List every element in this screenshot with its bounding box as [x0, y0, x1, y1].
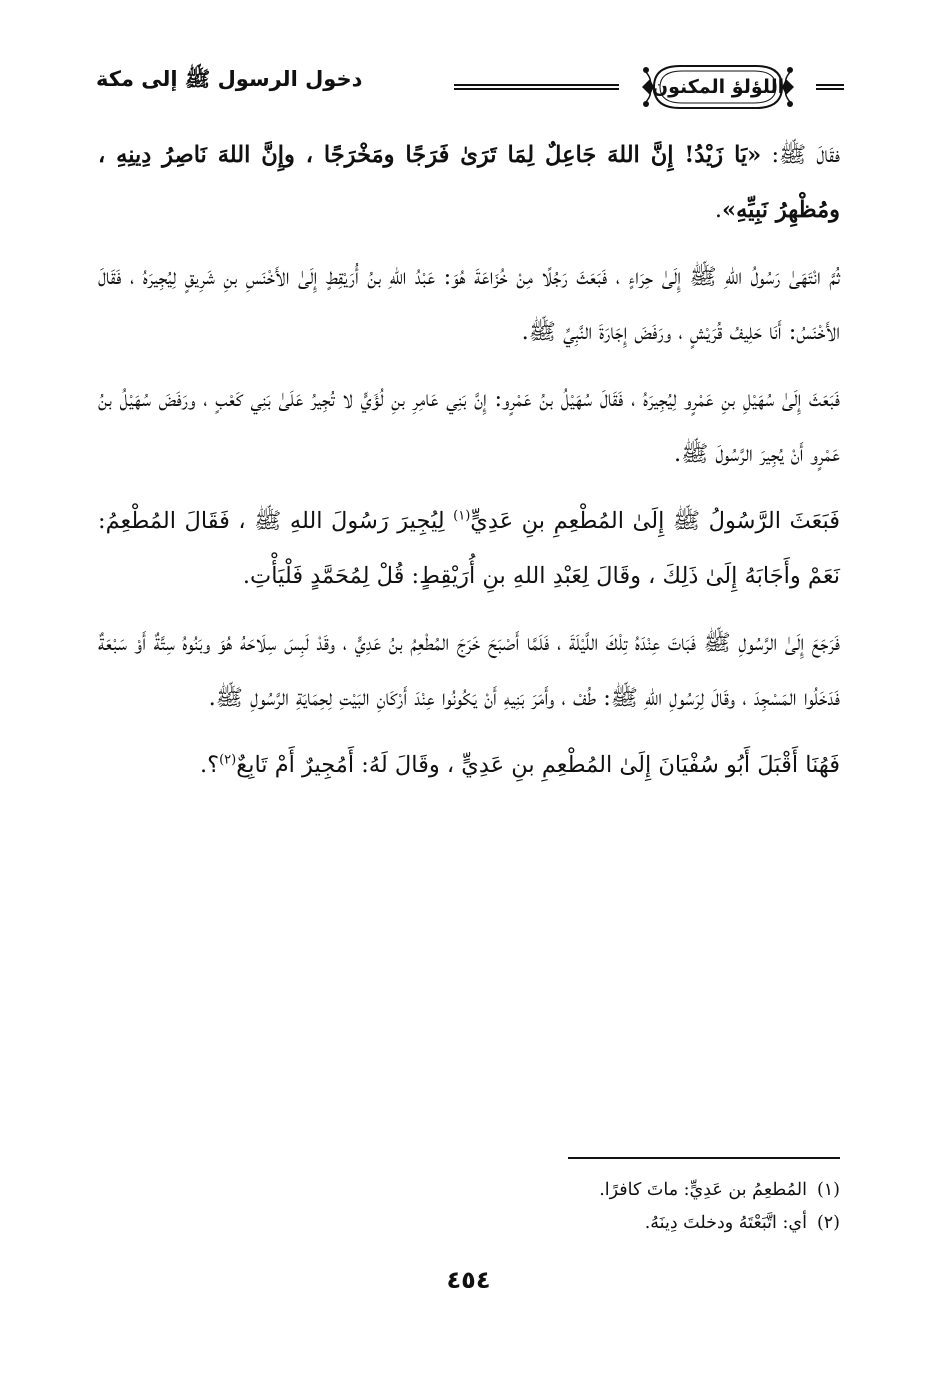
page-number: ٤٥٤ [446, 1266, 491, 1294]
footnote-1 [98, 1174, 840, 1207]
book-title-cartouche [640, 58, 796, 116]
paragraph-6 [98, 738, 840, 793]
paragraph-2: ثُمَّ انْتَهَىٰ رَسُولُ اللهِ ﷺ إِلَىٰ حِرَاءٍ ، فَبَعَثَ رَجُلًا مِنْ خُزَاعَةَ هُوَ: عَبْدُ اللهِ بنُ أُرَيْقِطٍ إِلَىٰ الأَخْنَسِ بنِ شَرِيقٍ لِيُجِيرَهُ ، فَقَالَ الأَخْنَسُ: أَنَا حَلِيفُ قُرَيْشٍ ، ورَفَضَ إِجَارَةَ النَّبِيِّ ﷺ. [98, 264, 840, 345]
paragraph-1-lead: فقَالَ ﷺ: [761, 142, 840, 168]
header-rule-middle [454, 84, 619, 90]
paragraph-4-after: لِيُجِيرَ رَسُولَ اللهِ ﷺ ، فَقَالَ المُطْعِمُ: نَعَمْ وأَجَابَهُ إِلَىٰ ذَلِكَ ، وقَالَ لِعَبْدِ اللهِ بنِ أُرَيْقِطٍ: قُلْ لِمُحَمَّدٍ فَلْيَأْتِ. [98, 508, 840, 589]
footnote-2 [98, 1207, 840, 1240]
paragraph-1 [98, 128, 840, 238]
book-title: اللؤلؤ المكنون [651, 76, 785, 98]
footnote-ref-2[interactable]: (٢) [219, 752, 237, 768]
footnote-1-number: (١) [816, 1180, 840, 1200]
paragraph-4-before: فَبَعَثَ الرَّسُولُ ﷺ إِلَىٰ المُطْعِمِ بنِ عَدِيٍّ [470, 508, 840, 534]
chapter-title: دخول الرسول ﷺ إلى مكة [96, 67, 363, 91]
paragraph-6-after: ؟. [199, 752, 220, 778]
footnote-ref-1[interactable]: (١) [453, 508, 471, 524]
footnotes [98, 1174, 840, 1240]
paragraph-3: فَبَعَثَ إِلَىٰ سُهَيْلِ بنِ عَمْرٍو لِيُجِيرَهُ ، فَقَالَ سُهَيْلُ بنُ عَمْرٍو: إِنَّ بَنِي عَامِرِ بنِ لُؤَيٍّ لا تُجِيرُ عَلَىٰ بَنِي كَعْبٍ ، ورَفَضَ سُهَيْلُ بنُ عَمْرٍو أَنْ يُجِيرَ الرَّسُولَ ﷺ. [98, 386, 840, 467]
page-header [96, 54, 844, 124]
paragraph-5: فَرَجَعَ إِلَىٰ الرَّسُولِ ﷺ فَبَاتَ عِنْدَهُ تِلْكَ اللَّيْلَةَ ، فَلَمَّا أَصْبَحَ خَرَجَ المُطْعِمُ بنُ عَدِيٍّ ، وقَدْ لَبِسَ سِلَاحَهُ هُوَ وبَنُوهُ سِتَّةٌ أَوْ سَبْعَةٌ فَدَخَلُوا المَسْجِدَ ، وقَالَ لِرَسُولِ اللهِ ﷺ: طُفْ ، وأَمَرَ بَنِيهِ أَنْ يَكُونُوا عِنْدَ أَرْكَانِ البَيْتِ لِحِمَايَةِ الرَّسُولِ ﷺ. [98, 630, 840, 711]
footnote-separator [568, 1157, 840, 1159]
paragraph-6-before: فَهُنَا أَقْبَلَ أَبُو سُفْيَانَ إِلَىٰ المُطْعِمِ بنِ عَدِيٍّ ، وقَالَ لَهُ: أَمُجِيرٌ أَمْ تَابِعٌ [236, 752, 840, 778]
footnote-1-text: المُطعِمُ بن عَدِيٍّ: ماتَ كافرًا. [599, 1180, 807, 1200]
paragraph-1-tail: . [714, 197, 723, 223]
footnote-2-text: أي: اتَّبَعْتَهُ ودخلتَ دِينَهُ. [644, 1213, 807, 1233]
paragraph-4 [98, 494, 840, 604]
hadith-quote: «يَا زَيْدُ! إِنَّ اللهَ جَاعِلٌ لِمَا تَرَىٰ فَرَجًا ومَخْرَجًا ، وإِنَّ اللهَ نَاصِرُ دِينِهِ ، ومُظْهِرُ نَبِيِّهِ» [98, 142, 840, 223]
header-rule-right [816, 84, 844, 90]
footnote-2-number: (٢) [816, 1213, 840, 1233]
main-text [98, 128, 840, 805]
